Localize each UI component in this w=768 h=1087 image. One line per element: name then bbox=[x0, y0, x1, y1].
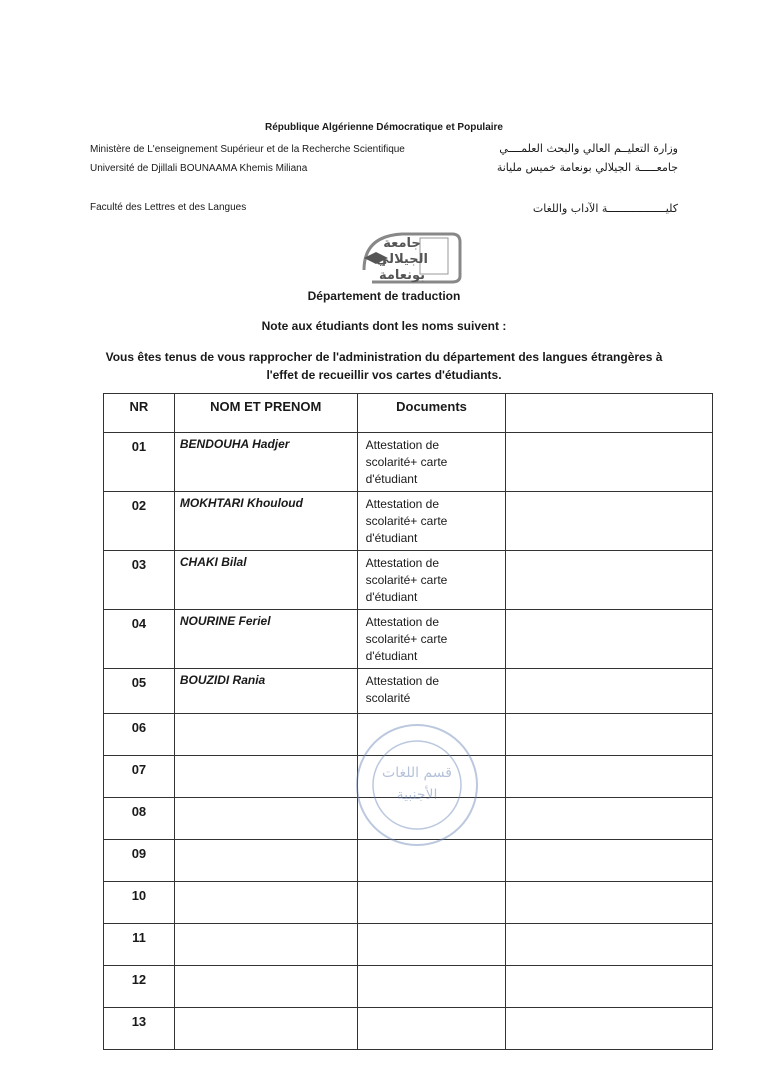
logo-text: جامعة الجيلالي بونعامة bbox=[376, 236, 428, 283]
cell-documents bbox=[357, 966, 506, 1008]
cell-documents: Attestation de scolarité+ carte d'étudiant bbox=[357, 492, 506, 551]
table-row bbox=[104, 551, 713, 610]
cell-documents: Attestation de scolarité+ carte d'étudiant bbox=[357, 433, 506, 492]
cell-empty bbox=[506, 966, 713, 1008]
cell-name bbox=[174, 924, 357, 966]
cell-empty bbox=[506, 840, 713, 882]
cell-nr: 12 bbox=[104, 966, 175, 1008]
cell-nr: 07 bbox=[104, 756, 175, 798]
cell-documents: Attestation de scolarité bbox=[357, 669, 506, 714]
table-row bbox=[104, 669, 713, 714]
cell-empty bbox=[506, 798, 713, 840]
cell-nr: 10 bbox=[104, 882, 175, 924]
cell-nr: 08 bbox=[104, 798, 175, 840]
cell-empty bbox=[506, 882, 713, 924]
faculty-ar: كليــــــــــــــــــة الآداب واللغات bbox=[532, 202, 678, 215]
cell-name bbox=[174, 756, 357, 798]
cell-empty bbox=[506, 551, 713, 610]
cell-empty bbox=[506, 756, 713, 798]
cell-name bbox=[174, 1008, 357, 1050]
table-row bbox=[104, 924, 713, 966]
cell-nr: 06 bbox=[104, 714, 175, 756]
cell-nr: 04 bbox=[104, 610, 175, 669]
cell-empty bbox=[506, 1008, 713, 1050]
cell-name bbox=[174, 840, 357, 882]
cell-documents bbox=[357, 882, 506, 924]
table-row bbox=[104, 492, 713, 551]
notice-body-line1: Vous êtes tenus de vous rapprocher de l'administration du département des langues étrangères à bbox=[105, 350, 663, 364]
cell-nr: 09 bbox=[104, 840, 175, 882]
cell-name bbox=[174, 966, 357, 1008]
table-row bbox=[104, 882, 713, 924]
cell-name: MOKHTARI Khouloud bbox=[174, 492, 357, 551]
cell-documents: Attestation de scolarité+ carte d'étudiant bbox=[357, 610, 506, 669]
cell-nr: 01 bbox=[104, 433, 175, 492]
notice-title: Note aux étudiants dont les noms suivent : bbox=[261, 319, 507, 333]
table-row bbox=[104, 1008, 713, 1050]
cell-name: BENDOUHA Hadjer bbox=[174, 433, 357, 492]
cell-name bbox=[174, 798, 357, 840]
notice-body-line2: l'effet de recueillir vos cartes d'étudiants. bbox=[266, 368, 502, 382]
table-header-row bbox=[104, 394, 713, 433]
cell-name: BOUZIDI Rania bbox=[174, 669, 357, 714]
cell-nr: 05 bbox=[104, 669, 175, 714]
university-ar: جامعـــــة الجيلالي بونعامة خميس مليانة bbox=[496, 161, 678, 174]
cell-name bbox=[174, 882, 357, 924]
department-title: Département de traduction bbox=[307, 289, 461, 303]
cell-empty bbox=[506, 924, 713, 966]
cell-empty bbox=[506, 492, 713, 551]
faculty-fr: Faculté des Lettres et des Langues bbox=[90, 202, 247, 213]
cell-name bbox=[174, 714, 357, 756]
ministry-fr: Ministère de L'enseignement Supérieur et de la Recherche Scientifique bbox=[90, 144, 405, 155]
cell-empty bbox=[506, 669, 713, 714]
cell-documents bbox=[357, 1008, 506, 1050]
cell-nr: 03 bbox=[104, 551, 175, 610]
cell-documents bbox=[357, 924, 506, 966]
header-name: NOM ET PRENOM bbox=[174, 394, 357, 433]
cell-nr: 02 bbox=[104, 492, 175, 551]
republic-title: République Algérienne Démocratique et Populaire bbox=[264, 122, 503, 133]
ministry-ar: وزارة التعليــم العالي والبحث العلمــــي bbox=[499, 142, 678, 155]
header-nr: NR bbox=[104, 394, 175, 433]
table-row bbox=[104, 966, 713, 1008]
university-fr: Université de Djillali BOUNAAMA Khemis Miliana bbox=[90, 163, 308, 174]
cell-documents: Attestation de scolarité+ carte d'étudiant bbox=[357, 551, 506, 610]
cell-empty bbox=[506, 610, 713, 669]
cell-empty bbox=[506, 433, 713, 492]
header-documents: Documents bbox=[357, 394, 506, 433]
cell-empty bbox=[506, 714, 713, 756]
department-stamp bbox=[352, 720, 482, 850]
cell-nr: 13 bbox=[104, 1008, 175, 1050]
cell-name: CHAKI Bilal bbox=[174, 551, 357, 610]
header-empty bbox=[506, 394, 713, 433]
stamp-text: قسم اللغات الأجنبية bbox=[382, 765, 452, 803]
table-row bbox=[104, 610, 713, 669]
cell-name: NOURINE Feriel bbox=[174, 610, 357, 669]
university-logo bbox=[354, 228, 462, 284]
cell-nr: 11 bbox=[104, 924, 175, 966]
table-row bbox=[104, 433, 713, 492]
